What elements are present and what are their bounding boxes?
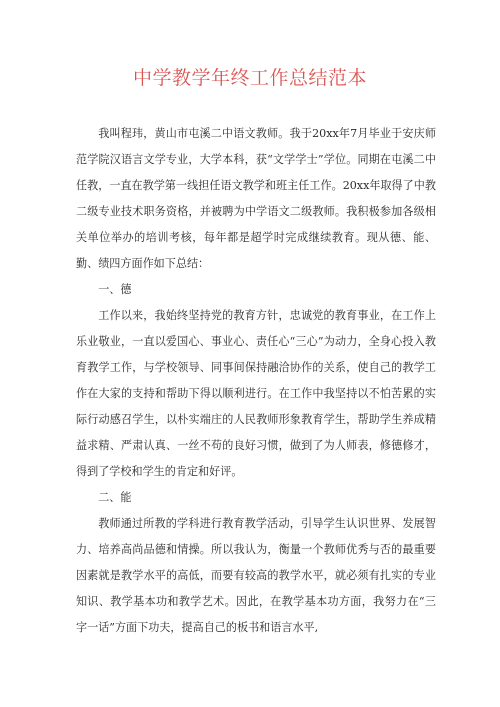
intro-paragraph: 我叫程玮，黄山市屯溪二中语文教师。我于20xx年7月毕业于安庆师范学院汉语言文学专业，大学本科，获“文学学士”学位。同期在屯溪二中任教，一直在教学第一线担任语文教学和班主任工作。20xx年取得了中教二级专业技术职务资格，并被聘为中学语文二级教师。我积极参加各级相关单位举办的培训考核，每年都是超学时完成继续教育。现从德、能、勤、绩四方面作如下总结： xyxy=(76,127,436,270)
section-heading-de: 一、德 xyxy=(98,283,132,296)
section-heading-neng: 二、能 xyxy=(98,491,132,504)
de-paragraph: 工作以来，我始终坚持党的教育方针，忠诚党的教育事业，在工作上乐业敬业，一直以爱国心、事业心、责任心“三心”为动力，全身心投入教育教学工作，与学校领导、同事间保持融洽协作的关系，使自己的教学工作在大家的支持和帮助下得以顺利进行。在工作中我坚持以不怕苦累的实际行动感召学生，以朴实端庄的人民教师形象教育学生，帮助学生养成精益求精、严肃认真、一丝不苟的良好习惯，做到了为人师表，修德修才，得到了学校和学生的肯定和好评。 xyxy=(76,309,436,478)
neng-paragraph: 教师通过所教的学科进行教育教学活动，引导学生认识世界、发展智力、培养高尚品德和情操。所以我认为，衡量一个教师优秀与否的最重要因素就是教学水平的高低，而要有较高的教学水平，就必须有扎实的专业知识、教学基本功和教学艺术。因此，在教学基本功方面，我努力在“三字一话”方面下功夫，提高自己的板书和语言水平, xyxy=(76,517,436,634)
document-title: 中学教学年终工作总结范本 xyxy=(132,67,367,89)
document-body xyxy=(76,121,436,641)
